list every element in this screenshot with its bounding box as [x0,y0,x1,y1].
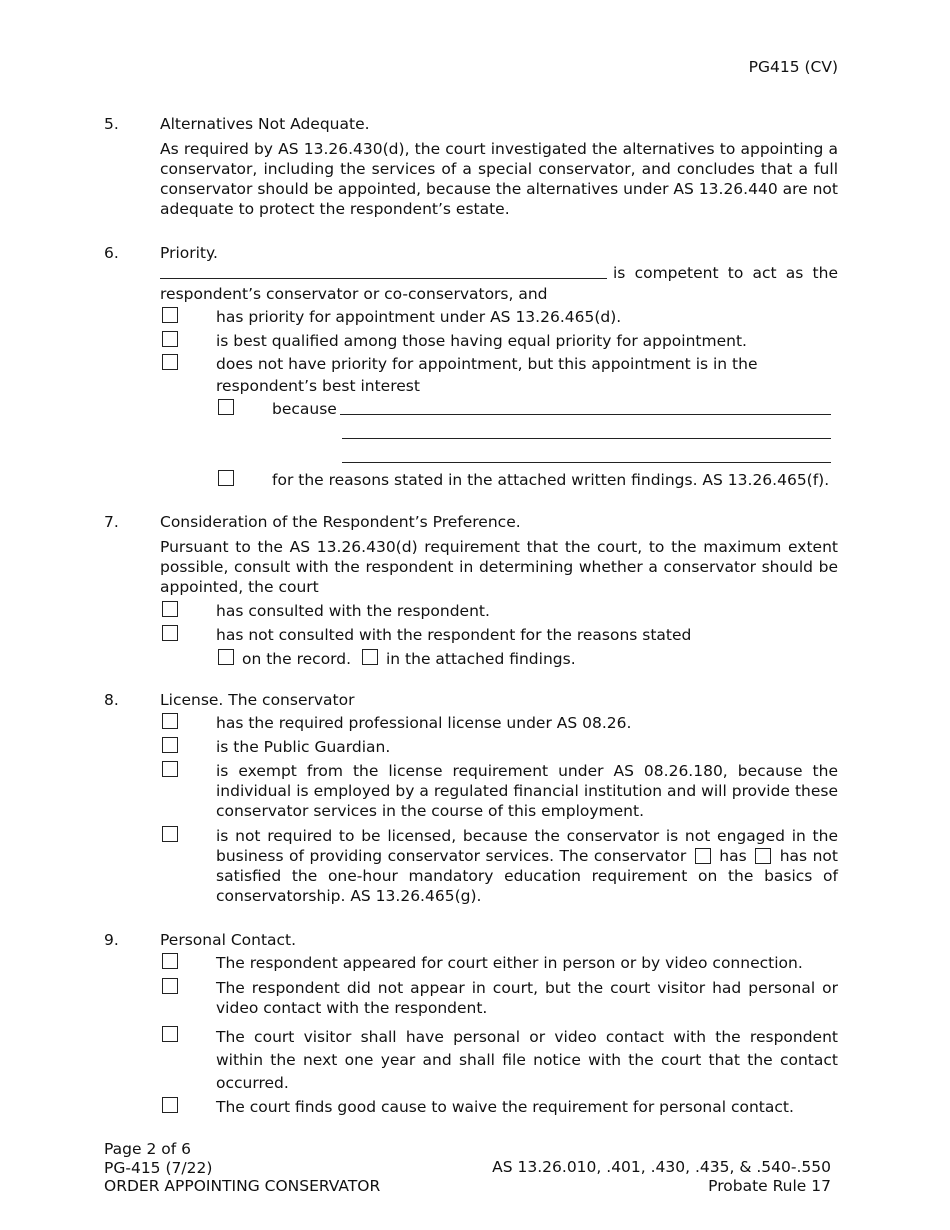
section-7-number: 7. [104,513,119,531]
waive-contact-label: The court finds good cause to waive the requirement for personal contact. [216,1098,794,1116]
appeared-checkbox[interactable] [162,953,178,969]
education-has-not-checkbox[interactable] [755,848,771,864]
not-required-checkbox[interactable] [162,826,178,842]
has-label: has [719,847,747,865]
best-qualified-label: is best qualified among those having equal priority for appointment. [216,332,747,350]
section-8-title: License. The conservator [160,691,355,709]
has-not-label: has not [779,847,838,865]
licensed-checkbox[interactable] [162,713,178,729]
written-findings-checkbox[interactable] [218,470,234,486]
consulted-checkbox[interactable] [162,601,178,617]
priority-checkbox[interactable] [162,307,178,323]
conservator-name-field[interactable] [160,278,607,279]
footer-left [104,1140,380,1196]
consulted-label: has consulted with the respondent. [216,602,490,620]
section-6-title: Priority. [160,244,218,262]
section-7-body: Pursuant to the AS 13.26.430(d) requirement that the court, to the maximum extent possible, consult with the respondent in determining whether a conservator should be appointed, the court [160,538,838,596]
licensed-label: has the required professional license under AS 08.26. [216,714,632,732]
education-has-checkbox[interactable] [695,848,711,864]
not-required-label: is not required to be licensed, because the conservator is not engaged in the business of providing conservator services. The conservator [216,827,838,865]
section-9-number: 9. [104,931,119,949]
form-title: ORDER APPOINTING CONSERVATOR [104,1177,381,1195]
page-number: Page 2 of 6 [104,1140,191,1158]
section-7-title: Consideration of the Respondent’s Preference. [160,513,521,531]
footer-rule: Probate Rule 17 [708,1176,831,1195]
because-line-1[interactable] [340,414,831,415]
because-line-2[interactable] [342,438,831,439]
exempt-label: is exempt from the license requirement under AS 08.26.180, because the individual is employed by a regulated financial institution and will provide these conservator services in the course of this employment. [216,762,838,820]
because-checkbox[interactable] [218,399,234,415]
section-9-title: Personal Contact. [160,931,297,949]
footer-right [480,1158,831,1195]
form-code: PG415 (CV) [748,58,838,76]
footer-statutes: AS 13.26.010, .401, .430, .435, & .540-.550 [492,1158,831,1176]
public-guardian-checkbox[interactable] [162,737,178,753]
best-qualified-checkbox[interactable] [162,331,178,347]
no-priority-label: does not have priority for appointment, but this appointment is in the [216,355,758,373]
section-6-number: 6. [104,244,119,262]
on-record-label: on the record. [242,650,352,668]
section-6-line2: respondent’s conservator or co-conservators, and [160,285,548,303]
not-consulted-label: has not consulted with the respondent for the reasons stated [216,626,692,644]
visitor-contact-checkbox[interactable] [162,1026,178,1042]
because-line-3[interactable] [342,462,831,463]
because-label: because [272,400,337,418]
section-5-title: Alternatives Not Adequate. [160,115,370,133]
form-number: PG-415 (7/22) [104,1158,213,1177]
visitor-contact-label: The court visitor shall have personal or video contact with the respondent within the next one year and shall file notice with the court that the contact occurred. [216,1028,838,1092]
appeared-label: The respondent appeared for court either in person or by video connection. [216,954,803,972]
did-not-appear-checkbox[interactable] [162,978,178,994]
no-priority-label-cont: respondent’s best interest [216,377,420,395]
did-not-appear-label: The respondent did not appear in court, but the court visitor had personal or video contact with the respondent. [216,979,838,1017]
section-5-body: As required by AS 13.26.430(d), the court investigated the alternatives to appointing a conservator, including the services of a special conservator, and concludes that a full conservator should be appointed, because the alternatives under AS 13.26.440 are not adequate to protect the respondent’s estate. [160,140,838,218]
not-consulted-checkbox[interactable] [162,625,178,641]
priority-option-label: has priority for appointment under AS 13.26.465(d). [216,308,622,326]
waive-contact-checkbox[interactable] [162,1097,178,1113]
not-required-text [216,826,838,906]
attached-findings-label: in the attached findings. [386,650,576,668]
exempt-checkbox[interactable] [162,761,178,777]
no-priority-checkbox[interactable] [162,354,178,370]
attached-findings-checkbox[interactable] [362,649,378,665]
section-8-number: 8. [104,691,119,709]
section-5-number: 5. [104,115,119,133]
public-guardian-label: is the Public Guardian. [216,738,391,756]
written-findings-label: for the reasons stated in the attached written findings. AS 13.26.465(f). [272,471,830,489]
competent-text: is competent to act as the [613,264,838,282]
education-requirement-label: satisfied the one-hour mandatory education requirement on the basics of conservatorship. AS 13.26.465(g). [216,867,838,905]
on-record-checkbox[interactable] [218,649,234,665]
